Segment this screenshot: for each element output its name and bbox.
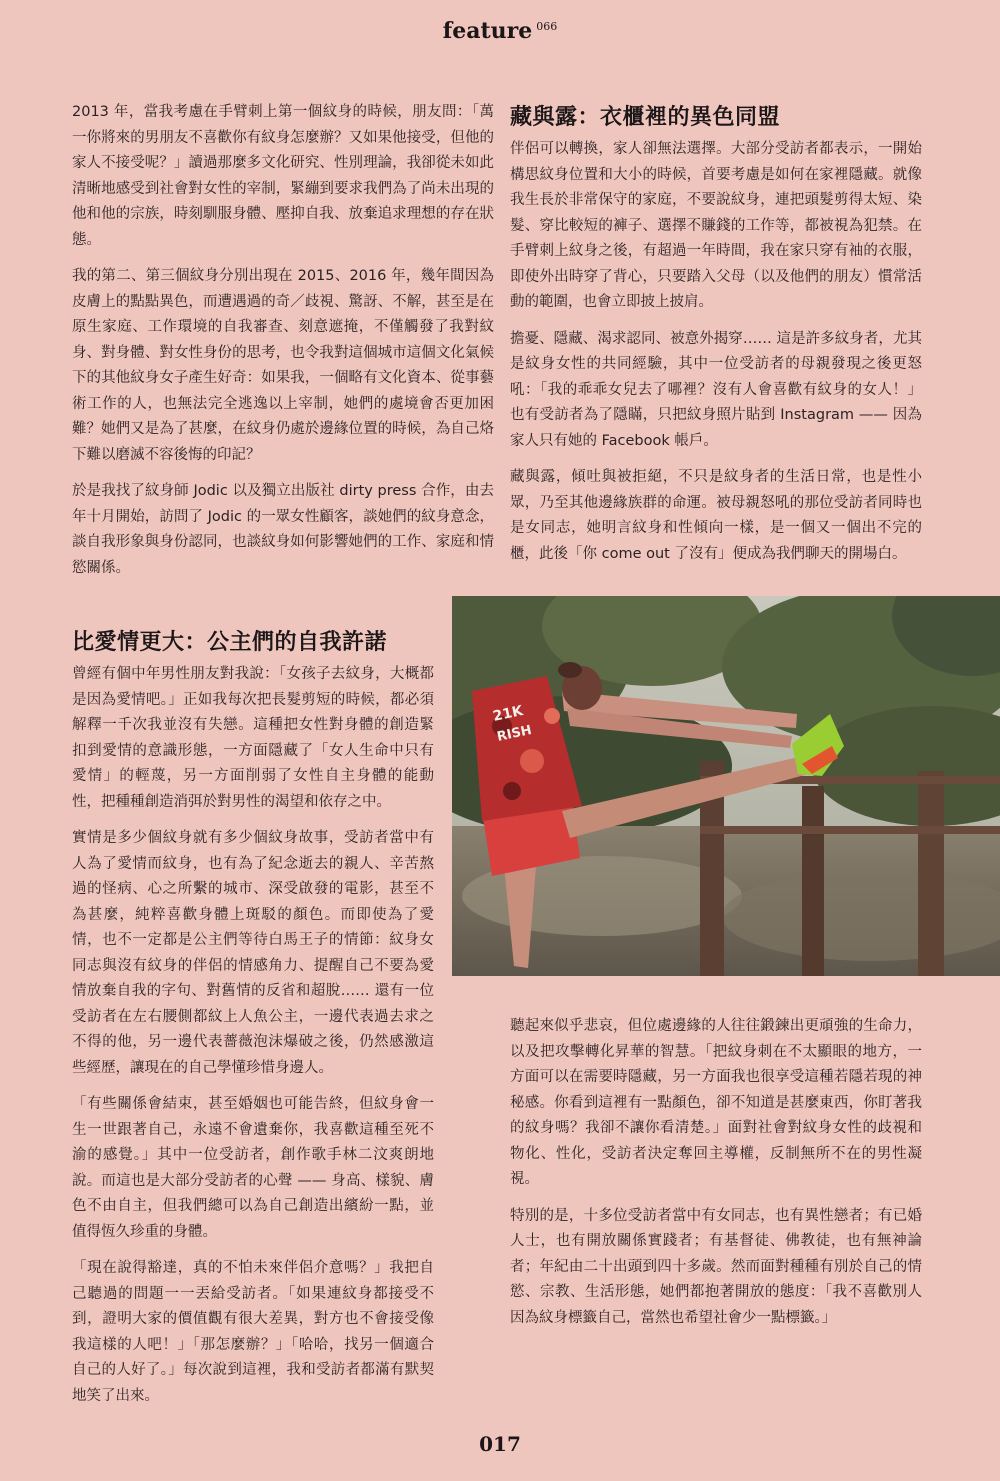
paragraph: 我的第二、第三個紋身分別出現在 2015、2016 年，幾年間因為皮膚上的點點異色，而遭遇過的奇／歧視、驚訝、不解，甚至是在原生家庭、工作環境的自我審查、刻意遮掩，不僅觸發了我對紋身、對身體、對女性身份的思考，也令我對這個城市這個文化氣候下的其他紋身女子產生好奇：如果我，一個略有文化資本、從事藝術工作的人，也無法完全逃逸以上宰制，她們的處境會否更加困難？她們又是為了甚麼，在紋身仍處於邊緣位置的時候，為自己烙下難以磨滅不容後悔的印記？ xyxy=(72,268,494,463)
paragraph: 「有些關係會結束，甚至婚姻也可能告終，但紋身會一生一世跟著自己，永遠不會遺棄你，我喜歡這種至死不渝的感覺。」其中一位受訪者，創作歌手林二汶爽朗地說。而這也是大部分受訪者的心聲 —— 身高、樣貌、膚色不由自主，但我們總可以為自己創造出繽紛一點，並值得恆久珍重的身體。 xyxy=(72,1096,434,1240)
stretching-woman-photo xyxy=(452,596,1000,976)
shirt-text-1: 21K xyxy=(491,702,525,725)
page-number: 017 xyxy=(479,1432,521,1456)
shirt-text-2: RISH xyxy=(495,722,534,745)
hide-reveal-column xyxy=(510,103,922,578)
paragraph: 「現在說得豁達，真的不怕未來伴侶介意嗎？」我把自己聽過的問題一一丟給受訪者。「如果連紋身都接受不到，證明大家的價值觀有很大差異，對方也不會接受像我這樣的人吧！」「那怎麼辦？」「哈哈，找另一個適合自己的人好了。」每次說到這裡，我和受訪者都滿有默契地笑了出來。 xyxy=(72,1260,434,1404)
page-header xyxy=(0,18,1000,44)
paragraph: 實情是多少個紋身就有多少個紋身故事，受訪者當中有人為了愛情而紋身，也有為了紀念逝去的親人、辛苦熬過的怪病、心之所繫的城市、深受啟發的電影，甚至不為甚麼，純粹喜歡身體上斑駁的顏色。而即使為了愛情，也不一定都是公主們等待白馬王子的情節：紋身女同志與沒有紋身的伴侶的情感角力、提醒自己不要為愛情放棄自我的字句、對舊情的反省和超脫…… 還有一位受訪者在左右腰側都紋上人魚公主，一邊代表過去求之不得的他，另一邊代表薔薇泡沫爆破之後，仍然感激這些經歷，讓現在的自己學懂珍惜身邊人。 xyxy=(72,830,434,1076)
gaze-column xyxy=(510,1014,922,1342)
paragraph: 藏與露，傾吐與被拒絕，不只是紋身者的生活日常，也是性小眾，乃至其他邊緣族群的命運。被母親怒吼的那位受訪者同時也是女同志，她明言紋身和性傾向一樣，是一個又一個出不完的櫃，此後「你 come out 了沒有」便成為我們聊天的開場白。 xyxy=(510,469,922,562)
paragraph: 2013 年，當我考慮在手臂刺上第一個紋身的時候，朋友問：「萬一你將來的男朋友不喜歡你有紋身怎麼辦？又如果他接受，但他的家人不接受呢？」讀過那麼多文化研究、性別理論，我卻從未如此清晰地感受到社會對女性的宰制，緊繃到要求我們為了尚未出現的他和他的宗族，時刻馴服身體、壓抑自我、放棄追求理想的存在狀態。 xyxy=(72,104,494,248)
section-heading: 藏與露：衣櫃裡的異色同盟 xyxy=(510,105,781,130)
paragraph: 於是我找了紋身師 Jodic 以及獨立出版社 dirty press 合作，由去年十月開始，訪問了 Jodic 的一眾女性顧客，談她們的紋身意念，談自我形象與身份認同，也談紋身如何影響她們的工作、家庭和情慾關係。 xyxy=(72,483,494,576)
princess-column xyxy=(72,628,434,1420)
issue-number: 066 xyxy=(536,19,558,33)
paragraph: 特別的是，十多位受訪者當中有女同志，也有異性戀者；有已婚人士，也有開放關係實踐者；有基督徒、佛教徒，也有無神論者；年紀由二十出頭到四十多歲。然而面對種種有別於自己的情慾、宗教、生活形態，她們都抱著開放的態度：「我不喜歡別人因為紋身標籤自己，當然也希望社會少一點標籤。」 xyxy=(510,1207,922,1326)
paragraph: 伴侶可以轉換，家人卻無法選擇。大部分受訪者都表示，一開始構思紋身位置和大小的時候，首要考慮是如何在家裡隱藏。就像我生長於非常保守的家庭，不要說紋身，連把頭髮剪得太短、染髮、穿比較短的褲子、選擇不賺錢的工作等，都被視為犯禁。在手臂刺上紋身之後，有超過一年時間，我在家只穿有袖的衣服，即使外出時穿了背心，只要踏入父母（以及他們的朋友）慣常活動的範圍，也會立即披上披肩。 xyxy=(510,141,922,310)
paragraph: 聽起來似乎悲哀，但位處邊緣的人往往鍛鍊出更頑強的生命力，以及把攻擊轉化昇華的智慧。「把紋身刺在不太顯眼的地方，一方面可以在需要時隱藏，另一方面我也很享受這種若隱若現的神秘感。你看到這裡有一點顏色，卻不知道是甚麼東西，你盯著我的紋身嗎？我卻不讓你看清楚。」面對社會對紋身女性的歧視和物化、性化，受訪者決定奪回主導權，反制無所不在的男性凝視。 xyxy=(510,1018,922,1187)
section-heading: 比愛情更大：公主們的自我許諾 xyxy=(72,630,388,655)
intro-column xyxy=(72,100,494,592)
section-title: feature xyxy=(442,18,533,44)
paragraph: 曾經有個中年男性朋友對我說：「女孩子去紋身，大概都是因為愛情吧。」正如我每次把長髮剪短的時候，都必須解釋一千次我並沒有失戀。這種把女性對身體的創造緊扣到愛情的意識形態，一方面隱藏了「女人生命中只有愛情」的輕蔑，另一方面削弱了女性自主身體的能動性，把種種創造消弭於對男性的渴望和依存之中。 xyxy=(72,666,434,810)
paragraph: 擔憂、隱藏、渴求認同、被意外揭穿…… 這是許多紋身者，尤其是紋身女性的共同經驗，其中一位受訪者的母親發現之後更怒吼：「我的乖乖女兒去了哪裡？沒有人會喜歡有紋身的女人！」也有受訪者為了隱瞞，只把紋身照片貼到 Instagram —— 因為家人只有她的 Facebook 帳戶。 xyxy=(510,330,922,449)
